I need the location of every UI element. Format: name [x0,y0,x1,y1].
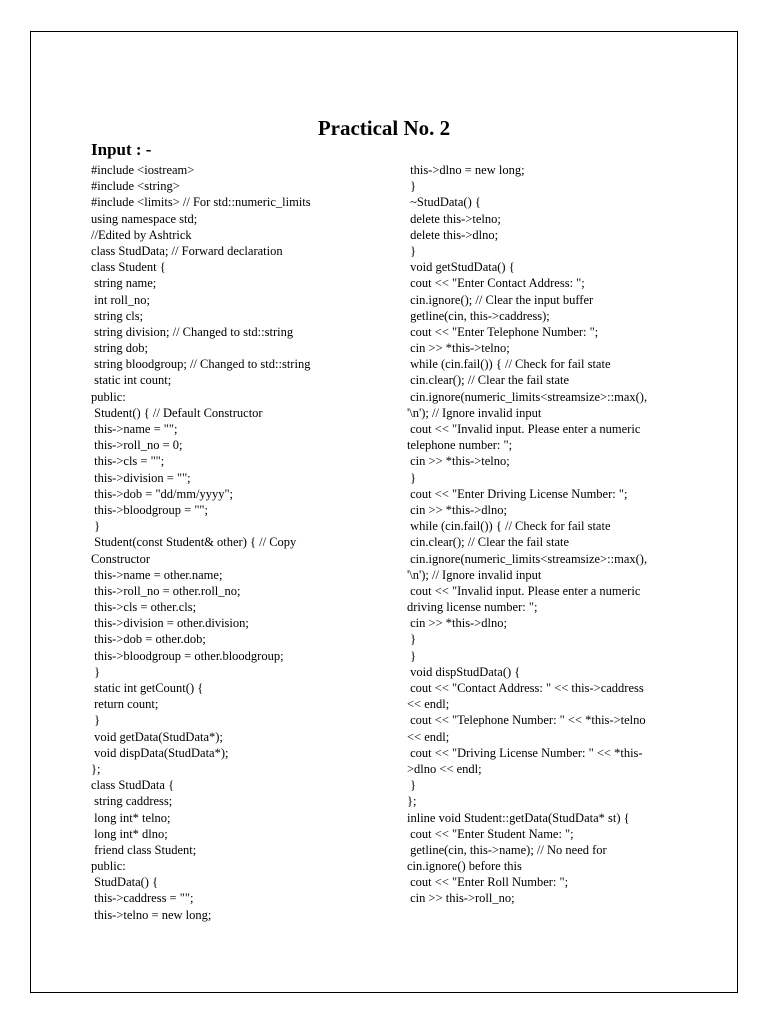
code-line: delete this->dlno; [407,227,499,242]
code-line: this->division = other.division; [91,616,249,631]
code-line: while (cin.fail()) { // Check for fail state [407,357,611,372]
code-line: } [407,648,417,663]
page-title: Practical No. 2 [317,116,451,140]
code-line: cout << "Enter Driving License Number: "; [407,486,628,501]
code-line: this->name = other.name; [91,567,223,582]
code-line: cin.ignore(); // Clear the input buffer [407,292,594,307]
code-line: this->division = ""; [91,470,191,485]
code-line: delete this->telno; [407,211,501,226]
code-line: class StudData; // Forward declaration [91,243,283,258]
code-line: this->dlno = new long; [407,163,525,177]
code-line: this->telno = new long; [91,907,212,922]
code-line: using namespace std; [91,211,198,226]
document-page [30,31,738,993]
code-line: } [407,243,417,258]
code-line: } [91,664,101,679]
code-line: string division; // Changed to std::string [91,324,294,339]
input-heading: Input : - [91,140,152,159]
code-line: this->bloodgroup = other.bloodgroup; [91,648,284,663]
code-line: cout << "Invalid input. Please enter a numeric [407,422,641,436]
code-line: } [407,632,417,647]
code-line: cin >> this->roll_no; [407,891,515,906]
code-line: getline(cin, this->caddress); [407,308,550,323]
code-line: static int getCount() { [91,681,204,695]
code-line: #include <string> [91,179,180,194]
code-line: inline void Student::getData(StudData* st) { [407,810,630,825]
code-line: string dob; [91,341,148,356]
code-line: void dispData(StudData*); [91,745,229,760]
code-line: } [407,470,417,485]
code-line: cin.ignore() before this [407,859,522,874]
code-line: this->cls = ""; [91,454,165,469]
code-line: '\n'); // Ignore invalid input [407,405,542,420]
code-line: }; [91,761,101,776]
code-line: cin >> *this->telno; [407,341,510,356]
code-line: Constructor [91,551,151,566]
code-line: this->roll_no = other.roll_no; [91,583,241,598]
code-line: this->name = ""; [91,422,178,436]
code-line: StudData() { [91,875,159,890]
code-line: cin.clear(); // Clear the fail state [407,535,570,550]
code-line: telephone number: "; [407,438,513,453]
code-line: return count; [91,697,159,712]
code-line: '\n'); // Ignore invalid input [407,567,542,582]
code-line: cin.ignore(numeric_limits<streamsize>::max(), [407,389,648,404]
code-line: void getData(StudData*); [91,729,223,744]
code-line: string caddress; [91,794,173,809]
code-line: int roll_no; [91,292,151,307]
code-line: this->caddress = ""; [91,891,194,906]
code-line: class StudData { [91,778,175,793]
code-line: << endl; [407,697,450,712]
code-line: cout << "Enter Roll Number: "; [407,875,569,890]
code-line: << endl; [407,729,450,744]
code-line: #include <iostream> [91,163,195,177]
code-line: cout << "Enter Telephone Number: "; [407,324,599,339]
code-line: //Edited by Ashtrick [91,227,192,242]
code-line: #include <limits> // For std::numeric_limits [91,195,311,210]
code-line: cin.clear(); // Clear the fail state [407,373,570,388]
code-line: this->dob = other.dob; [91,632,206,647]
code-line: public: [91,389,126,404]
code-column-left [91,162,391,923]
code-line: string name; [91,276,157,291]
code-line: } [407,179,417,194]
code-line: } [407,778,417,793]
code-line: this->bloodgroup = ""; [91,502,209,517]
code-line: cout << "Telephone Number: " << *this->telno [407,713,646,728]
code-line: cout << "Driving License Number: " << *this- [407,745,643,760]
code-line: cout << "Enter Student Name: "; [407,826,574,841]
code-line: this->cls = other.cls; [91,600,197,615]
code-line: long int* telno; [91,810,171,825]
code-line: class Student { [91,260,166,275]
code-line: cin >> *this->dlno; [407,616,507,631]
code-line: driving license number: "; [407,600,538,615]
code-line: Student() { // Default Constructor [91,405,263,420]
code-line: this->dob = "dd/mm/yyyy"; [91,486,234,501]
code-line: >dlno << endl; [407,761,482,776]
code-line: friend class Student; [91,842,197,857]
code-line: getline(cin, this->name); // No need for [407,842,607,857]
code-line: ~StudData() { [407,195,481,210]
code-line: }; [407,794,417,809]
code-line: cin >> *this->telno; [407,454,510,469]
code-line: Student(const Student& other) { // Copy [91,535,297,550]
code-line: public: [91,859,126,874]
code-line: cout << "Contact Address: " << this->caddress [407,681,644,695]
code-line: cin >> *this->dlno; [407,502,507,517]
code-line: cout << "Enter Contact Address: "; [407,276,585,291]
code-line: cin.ignore(numeric_limits<streamsize>::max(), [407,551,648,566]
code-line: void dispStudData() { [407,664,521,679]
code-line: } [91,519,101,534]
code-line: string bloodgroup; // Changed to std::string [91,357,311,372]
code-line: } [91,713,101,728]
code-line: while (cin.fail()) { // Check for fail state [407,519,611,534]
code-line: void getStudData() { [407,260,515,275]
code-line: this->roll_no = 0; [91,438,183,453]
code-line: long int* dlno; [91,826,168,841]
code-line: string cls; [91,308,144,323]
code-column-right [407,162,705,907]
code-line: static int count; [91,373,172,388]
code-line: cout << "Invalid input. Please enter a numeric [407,583,641,598]
